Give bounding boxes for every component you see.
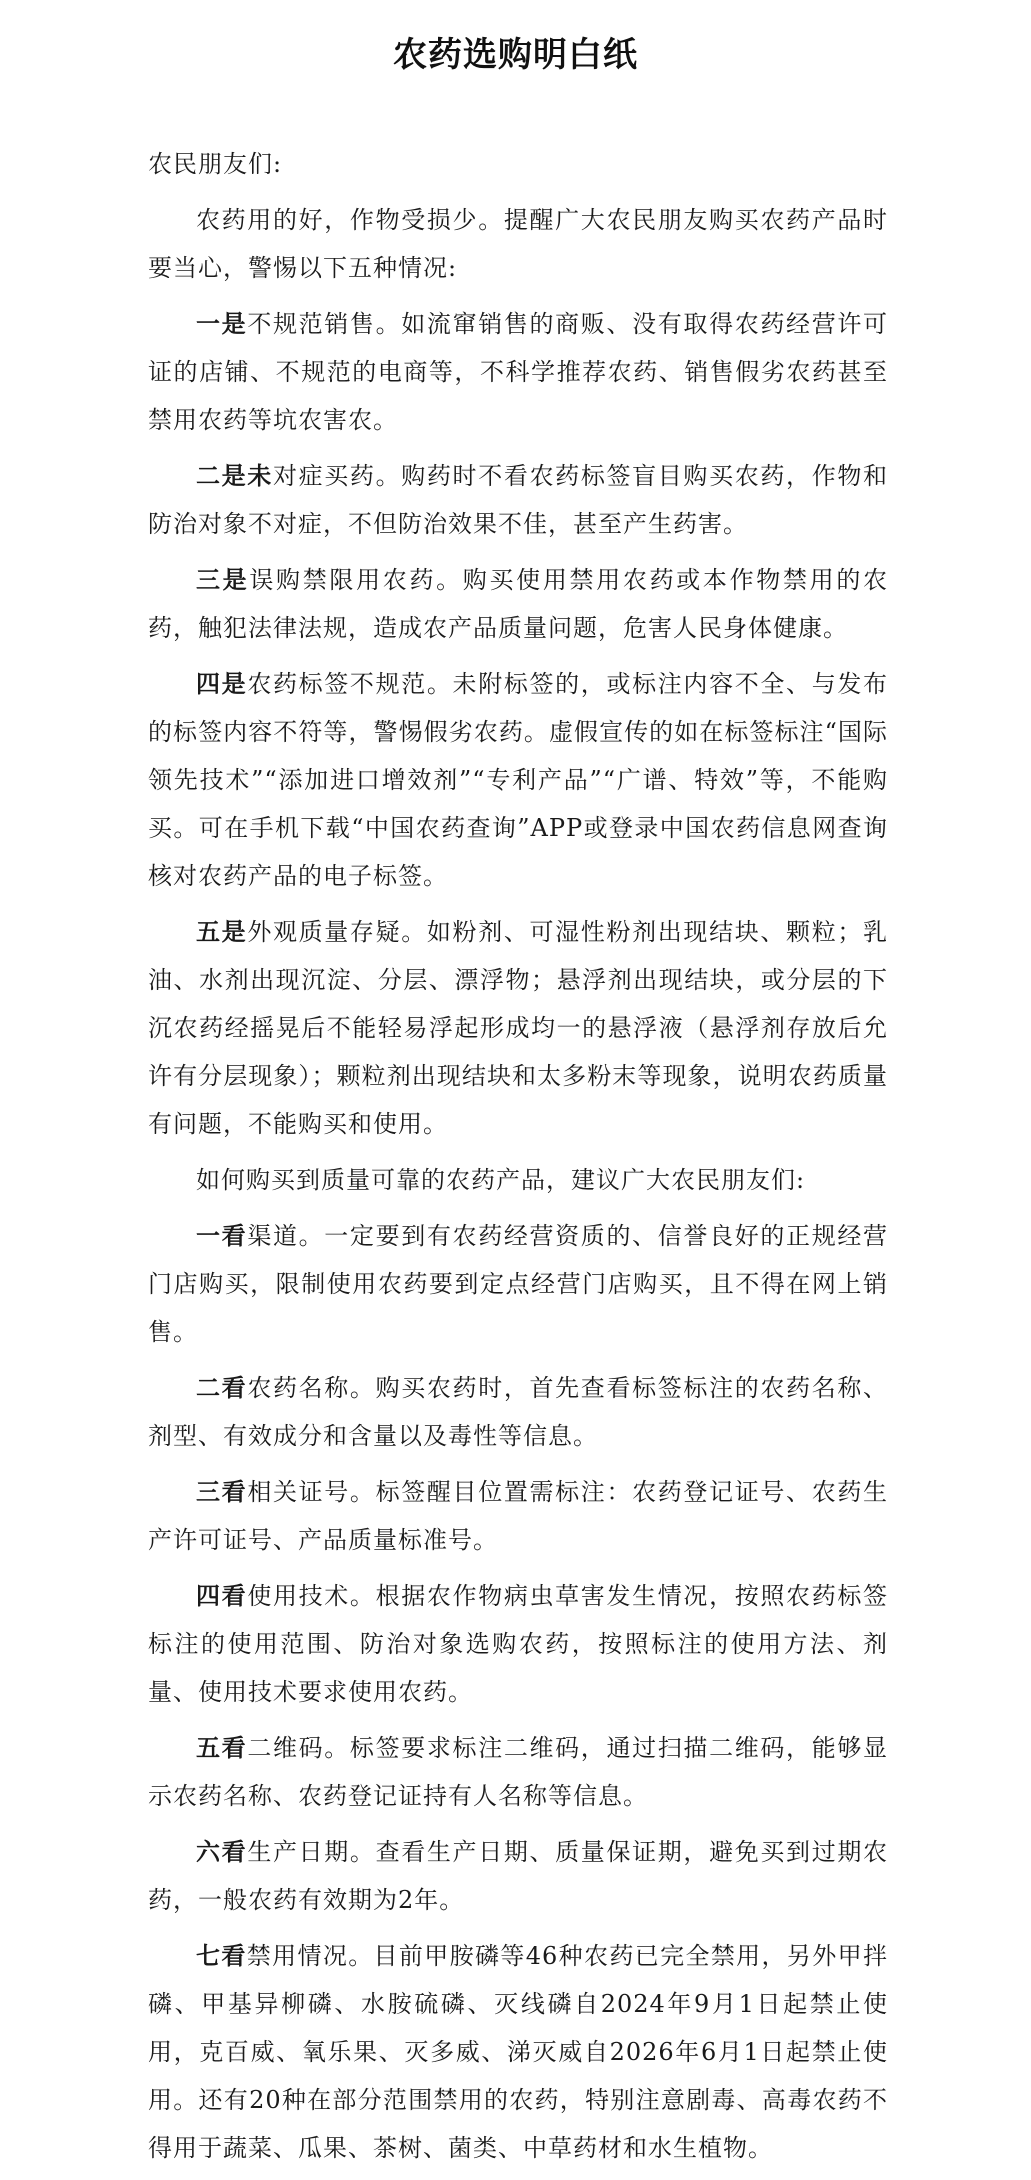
tip-paragraph-7: [148, 1932, 888, 2172]
tip-lead: 一看: [196, 1221, 248, 1250]
warning-paragraph-5: [148, 908, 888, 1148]
tip-text: 农药名称。购买农药时，首先查看标签标注的农药名称、剂型、有效成分和含量以及毒性等信息。: [148, 1374, 889, 1450]
warning-lead: 一是: [196, 309, 248, 338]
warning-paragraph-4: [148, 660, 888, 900]
document-body: [148, 140, 888, 2180]
tip-text: 渠道。一定要到有农药经营资质的、信誉良好的正规经营门店购买，限制使用农药要到定点经营门店购买，且不得在网上销售。: [148, 1222, 889, 1346]
tip-lead: 五看: [196, 1733, 248, 1762]
warning-text: 对症买药。购药时不看农药标签盲目购买农药，作物和防治对象不对症，不但防治效果不佳，甚至产生药害。: [148, 462, 889, 538]
warning-lead: 二是未: [196, 461, 273, 490]
tip-text: 使用技术。根据农作物病虫草害发生情况，按照农药标签标注的使用范围、防治对象选购农药，按照标注的使用方法、剂量、使用技术要求使用农药。: [148, 1582, 889, 1706]
warning-lead: 五是: [196, 917, 248, 946]
tip-paragraph-2: [148, 1364, 888, 1460]
warning-lead: 四是: [196, 669, 248, 698]
intro-paragraph: 农药用的好，作物受损少。提醒广大农民朋友购买农药产品时要当心，警惕以下五种情况:: [148, 206, 888, 282]
warning-paragraph-2: [148, 452, 888, 548]
tip-paragraph-5: [148, 1724, 888, 1820]
tip-lead: 六看: [196, 1837, 248, 1866]
tip-lead: 四看: [196, 1581, 248, 1610]
warning-paragraph-3: [148, 556, 888, 652]
tip-lead: 七看: [196, 1941, 247, 1970]
tip-paragraph-1: [148, 1212, 888, 1356]
warning-text: 不规范销售。如流窜销售的商贩、没有取得农药经营许可证的店铺、不规范的电商等，不科学推荐农药、销售假劣农药甚至禁用农药等坑农害农。: [148, 310, 889, 434]
tip-paragraph-6: [148, 1828, 888, 1924]
warning-text: 农药标签不规范。未附标签的，或标注内容不全、与发布的标签内容不符等，警惕假劣农药。虚假宣传的如在标签标注“国际领先技术”“添加进口增效剂”“专利产品”“广谱、特效”等，不能购买。可在手机下载“中国农药查询”APP或登录中国农药信息网查询核对农药产品的电子标签。: [148, 670, 889, 890]
tip-lead: 二看: [196, 1373, 248, 1402]
document-title: 农药选购明白纸: [393, 35, 638, 75]
warning-text: 误购禁限用农药。购买使用禁用农药或本作物禁用的农药，触犯法律法规，造成农产品质量问题，危害人民身体健康。: [148, 566, 889, 642]
tip-text: 禁用情况。目前甲胺磷等46种农药已完全禁用，另外甲拌磷、甲基异柳磷、水胺硫磷、灭线磷自2024年9月1日起禁止使用，克百威、氧乐果、灭多威、涕灭威自2026年6月1日起禁止使用。还有20种在部分范围禁用的农药，特别注意剧毒、高毒农药不得用于蔬菜、瓜果、茶树、菌类、中草药材和水生植物。: [148, 1942, 888, 2162]
tip-text: 生产日期。查看生产日期、质量保证期，避免买到过期农药，一般农药有效期为2年。: [148, 1838, 889, 1914]
warning-paragraph-1: [148, 300, 888, 444]
tip-paragraph-4: [148, 1572, 888, 1716]
greeting: 农民朋友们:: [148, 150, 283, 178]
tip-text: 相关证号。标签醒目位置需标注：农药登记证号、农药生产许可证号、产品质量标准号。: [148, 1478, 889, 1554]
tip-lead: 三看: [196, 1477, 248, 1506]
warning-text: 外观质量存疑。如粉剂、可湿性粉剂出现结块、颗粒；乳油、水剂出现沉淀、分层、漂浮物；悬浮剂出现结块，或分层的下沉农药经摇晃后不能轻易浮起形成均一的悬浮液（悬浮剂存放后允许有分层现象）；颗粒剂出现结块和太多粉末等现象，说明农药质量有问题，不能购买和使用。: [148, 918, 889, 1138]
transition-paragraph: 如何购买到质量可靠的农药产品，建议广大农民朋友们:: [196, 1166, 806, 1194]
warning-lead: 三是: [196, 565, 250, 594]
tip-paragraph-3: [148, 1468, 888, 1564]
tip-text: 二维码。标签要求标注二维码，通过扫描二维码，能够显示农药名称、农药登记证持有人名称等信息。: [148, 1734, 889, 1810]
